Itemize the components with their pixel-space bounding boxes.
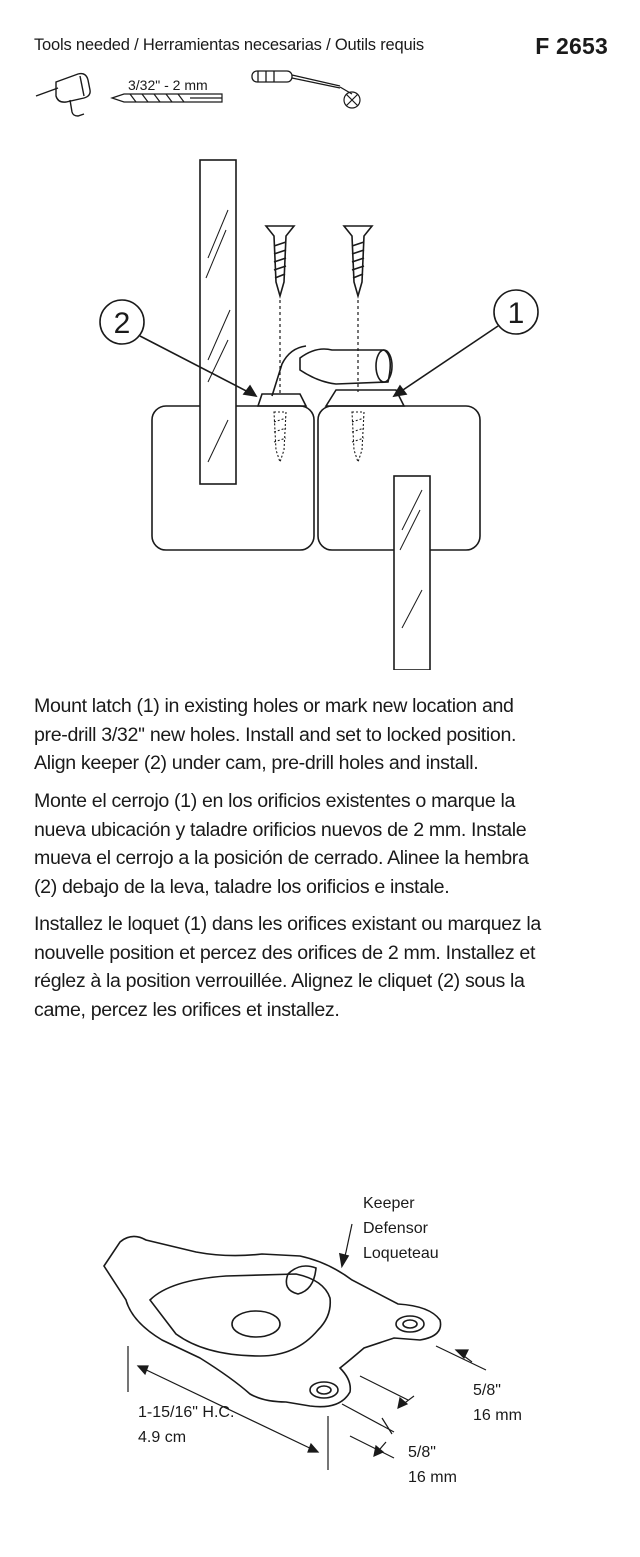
depth-metric-label: 16 mm [408,1469,457,1486]
screw-top-left [266,226,294,296]
screw-installed-left [274,412,286,462]
drill-bit-icon [112,94,222,102]
keeper-label-en: Keeper [363,1195,415,1212]
width-metric-label: 16 mm [473,1407,522,1424]
keeper-mount-hole-left [310,1382,338,1398]
hole-center-label: 1-15/16" H.C. [138,1404,235,1421]
latch-body [326,390,404,406]
upper-glass [200,160,236,484]
model-number: F 2653 [535,33,608,59]
screw-top-right [344,226,372,296]
tools-needed-label: Tools needed / Herramientas necesarias / Outils requis [34,36,424,54]
phillips-tip-icon [344,92,360,108]
hole-center-metric-label: 4.9 cm [138,1429,187,1446]
screw-installed-right [352,412,364,462]
tools-icons [0,60,640,120]
callout-keeper-number: 2 [113,307,131,340]
drill-icon [36,74,90,116]
depth-fraction-label: 5/8" [408,1444,436,1461]
keeper-mount-hole-right [396,1316,424,1332]
instructions-english: Mount latch (1) in existing holes or mark new location and pre-drill 3/32'' new holes. Install and set to locked position. Align keeper (2) under cam, pre-drill holes and install. [34,695,517,774]
keeper-label-es: Defensor [363,1220,428,1237]
width-fraction-label: 5/8" [473,1382,501,1399]
lower-glass [394,476,430,670]
instructions-spanish: Monte el cerrojo (1) en los orificios existentes o marque la nueva ubicación y taladre orificios nuevos de 2 mm. Instale mueva el cerrojo a la posición de cerrado. Alinee la hembra (2) debajo de la leva, taladre los orificios e instale. [34,790,529,898]
screwdriver-icon [252,71,352,94]
instructions-french: Installez le loquet (1) dans les orifices existant ou marquez la nouvelle position et percez des orifices de 2 mm. Installez et réglez à la position verrouillée. Alignez le cliquet (2) sous la came, percez les orifices et installez. [34,913,541,1021]
drill-bit-size-label: 3/32" - 2 mm [128,77,208,93]
callout-latch-number: 1 [507,297,525,330]
keeper-label-fr: Loqueteau [363,1245,439,1262]
installation-diagram [0,150,640,670]
keeper-dimension-figure [0,1170,640,1530]
keeper-plate [258,394,306,406]
